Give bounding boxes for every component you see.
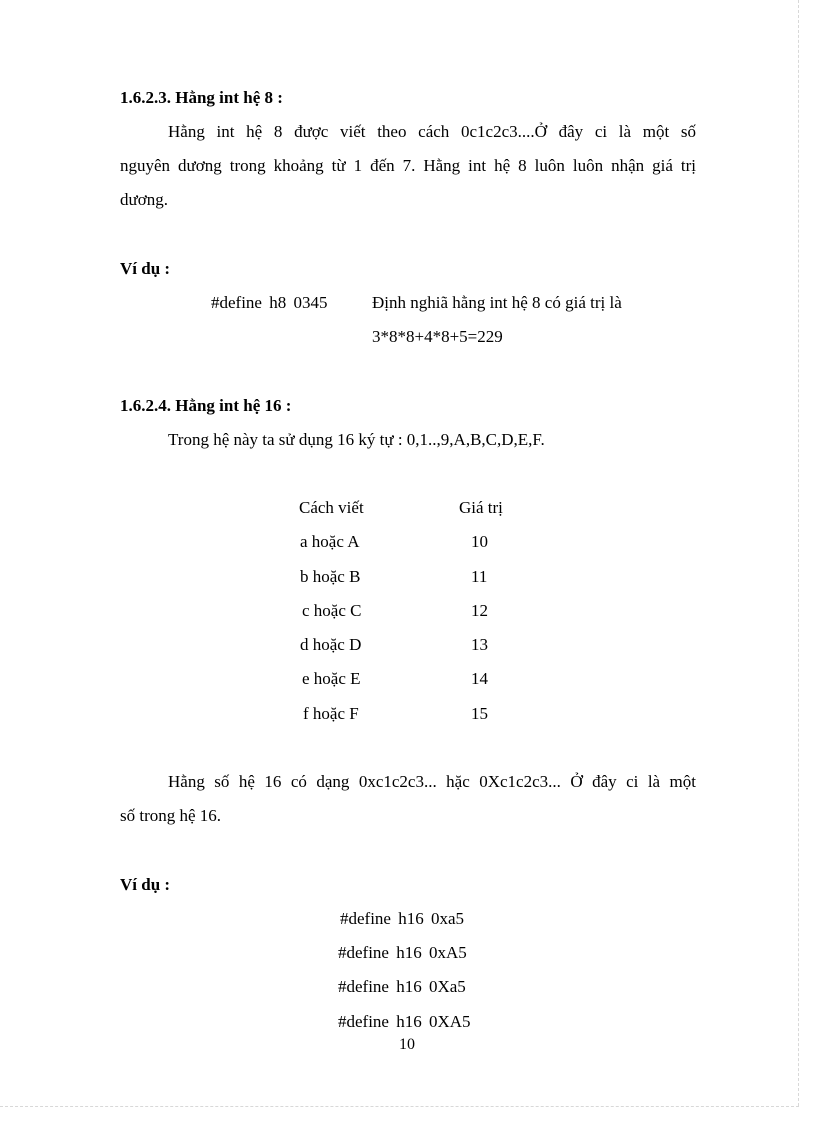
- example-desc-octal-line-1: Định nghiã hằng int hệ 8 có giá trị là: [372, 293, 622, 312]
- table-cell-notation: e hoặc E: [302, 669, 361, 688]
- example-label-hex: Ví dụ :: [120, 875, 171, 894]
- example-code-hex: #define h16 0Xa5: [338, 977, 466, 996]
- paragraph-octal-line-1: Hằng int hệ 8 được viết theo cách 0c1c2c3....Ở đây ci là một số: [168, 122, 696, 141]
- example-code-hex: #define h16 0xa5: [340, 909, 465, 928]
- hex-form-line-1: Hằng số hệ 16 có dạng 0xc1c2c3... hặc 0Xc1c2c3... Ở đây ci là một: [168, 772, 696, 791]
- table-cell-value: 10: [471, 532, 488, 551]
- table-cell-notation: b hoặc B: [300, 567, 361, 586]
- table-cell-value: 11: [471, 567, 488, 586]
- table-header-value: Giá trị: [459, 498, 503, 517]
- table-cell-notation: f hoặc F: [303, 704, 359, 723]
- table-cell-notation: a hoặc A: [300, 532, 360, 551]
- paragraph-octal-line-2: nguyên dương trong khoảng từ 1 đến 7. Hằng int hệ 8 luôn luôn nhận giá trị: [120, 156, 696, 175]
- example-code-hex: #define h16 0xA5: [338, 943, 467, 962]
- example-label-octal: Ví dụ :: [120, 259, 171, 278]
- table-cell-value: 15: [471, 704, 488, 723]
- hex-form-line-2: số trong hệ 16.: [120, 806, 222, 825]
- hex-intro: Trong hệ này ta sử dụng 16 ký tự : 0,1..,9,A,B,C,D,E,F.: [168, 430, 545, 449]
- table-header-notation: Cách viết: [299, 498, 364, 517]
- example-desc-octal-line-2: 3*8*8+4*8+5=229: [372, 327, 503, 346]
- table-cell-value: 14: [471, 669, 488, 688]
- section-heading-octal: 1.6.2.3. Hằng int hệ 8 :: [120, 88, 283, 107]
- table-cell-value: 12: [471, 601, 488, 620]
- table-cell-value: 13: [471, 635, 488, 654]
- page-number: 10: [399, 1036, 415, 1053]
- page-border-right: [798, 0, 799, 1106]
- table-cell-notation: c hoặc C: [302, 601, 362, 620]
- paragraph-octal-line-3: dương.: [120, 190, 168, 209]
- section-heading-hex: 1.6.2.4. Hằng int hệ 16 :: [120, 396, 292, 415]
- page-border-bottom: [0, 1106, 799, 1107]
- example-code-octal: #define h8 0345: [211, 293, 328, 312]
- table-cell-notation: d hoặc D: [300, 635, 362, 654]
- example-code-hex: #define h16 0XA5: [338, 1012, 471, 1031]
